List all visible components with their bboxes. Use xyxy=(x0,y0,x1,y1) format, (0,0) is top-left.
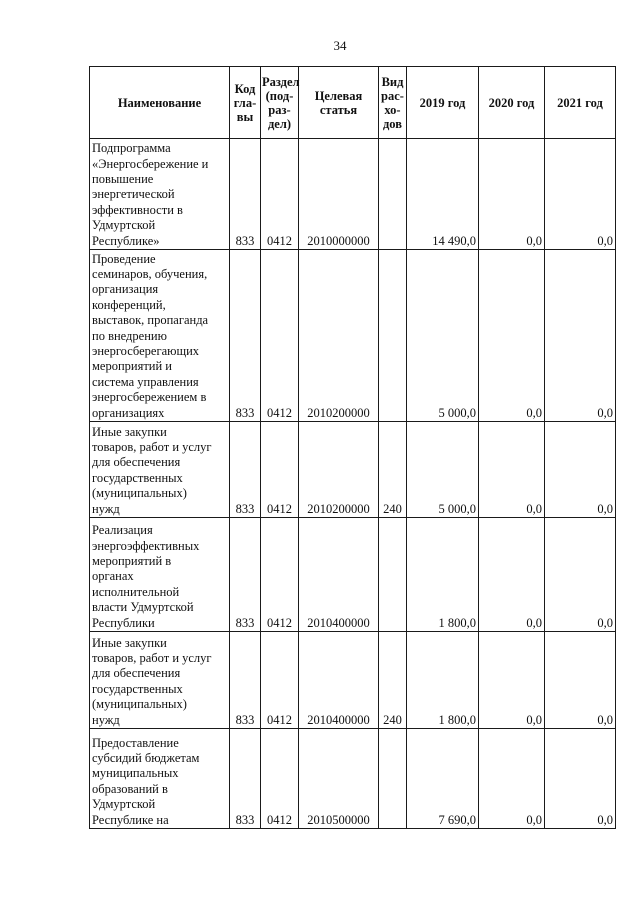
row-expense xyxy=(379,518,407,632)
row-code: 833 xyxy=(230,422,261,518)
row-2021: 0,0 xyxy=(545,729,616,829)
row-section: 0412 xyxy=(261,250,299,422)
row-2021: 0,0 xyxy=(545,422,616,518)
row-section: 0412 xyxy=(261,518,299,632)
row-expense xyxy=(379,139,407,250)
row-name: Реализация энергоэффективных мероприятий в органах исполнительной власти Удмуртской Республики xyxy=(90,518,230,632)
row-name: Проведение семинаров, обучения, организация конференций, выставок, пропаганда по внедрению энергосберегающих мероприятий и система управления энергосбережением в организациях xyxy=(90,250,230,422)
row-expense xyxy=(379,250,407,422)
table-row xyxy=(90,632,616,729)
row-section: 0412 xyxy=(261,139,299,250)
header-target: Целевая статья xyxy=(299,67,379,139)
header-code: Код гла- вы xyxy=(230,67,261,139)
row-name: Иные закупки товаров, работ и услуг для обеспечения государственных (муниципальных) нужд xyxy=(90,422,230,518)
row-name: Предоставление субсидий бюджетам муниципальных образований в Удмуртской Республике на xyxy=(90,729,230,829)
row-expense: 240 xyxy=(379,632,407,729)
row-2020: 0,0 xyxy=(479,139,545,250)
row-2020: 0,0 xyxy=(479,250,545,422)
row-code: 833 xyxy=(230,250,261,422)
row-code: 833 xyxy=(230,632,261,729)
row-2019: 5 000,0 xyxy=(407,250,479,422)
row-2019: 1 800,0 xyxy=(407,518,479,632)
row-2019: 7 690,0 xyxy=(407,729,479,829)
row-name: Иные закупки товаров, работ и услуг для обеспечения государственных (муниципальных) нужд xyxy=(90,632,230,729)
row-2021: 0,0 xyxy=(545,250,616,422)
row-code: 833 xyxy=(230,518,261,632)
row-target: 2010200000 xyxy=(299,250,379,422)
row-target: 2010400000 xyxy=(299,518,379,632)
row-section: 0412 xyxy=(261,632,299,729)
header-section: Раздел (под- раз- дел) xyxy=(261,67,299,139)
row-section: 0412 xyxy=(261,422,299,518)
budget-table xyxy=(89,66,616,829)
page-number: 34 xyxy=(333,38,347,53)
table-header-row xyxy=(90,67,616,139)
header-expense: Вид рас- хо- дов xyxy=(379,67,407,139)
row-2020: 0,0 xyxy=(479,422,545,518)
header-2021: 2021 год xyxy=(545,67,616,139)
table-row xyxy=(90,729,616,829)
header-2020: 2020 год xyxy=(479,67,545,139)
header-2019: 2019 год xyxy=(407,67,479,139)
row-expense: 240 xyxy=(379,422,407,518)
row-2019: 5 000,0 xyxy=(407,422,479,518)
row-target: 2010400000 xyxy=(299,632,379,729)
row-2020: 0,0 xyxy=(479,518,545,632)
row-target: 2010200000 xyxy=(299,422,379,518)
row-2019: 1 800,0 xyxy=(407,632,479,729)
table-row xyxy=(90,518,616,632)
header-name: Наименование xyxy=(90,67,230,139)
row-expense xyxy=(379,729,407,829)
table-row xyxy=(90,422,616,518)
row-target: 2010000000 xyxy=(299,139,379,250)
row-2020: 0,0 xyxy=(479,729,545,829)
row-code: 833 xyxy=(230,729,261,829)
row-2021: 0,0 xyxy=(545,139,616,250)
row-2021: 0,0 xyxy=(545,518,616,632)
row-2020: 0,0 xyxy=(479,632,545,729)
table-row xyxy=(90,250,616,422)
row-2021: 0,0 xyxy=(545,632,616,729)
row-target: 2010500000 xyxy=(299,729,379,829)
row-2019: 14 490,0 xyxy=(407,139,479,250)
table-row xyxy=(90,139,616,250)
row-name: Подпрограмма «Энергосбережение и повышение энергетической эффективности в Удмуртской Республике» xyxy=(90,139,230,250)
row-code: 833 xyxy=(230,139,261,250)
row-section: 0412 xyxy=(261,729,299,829)
